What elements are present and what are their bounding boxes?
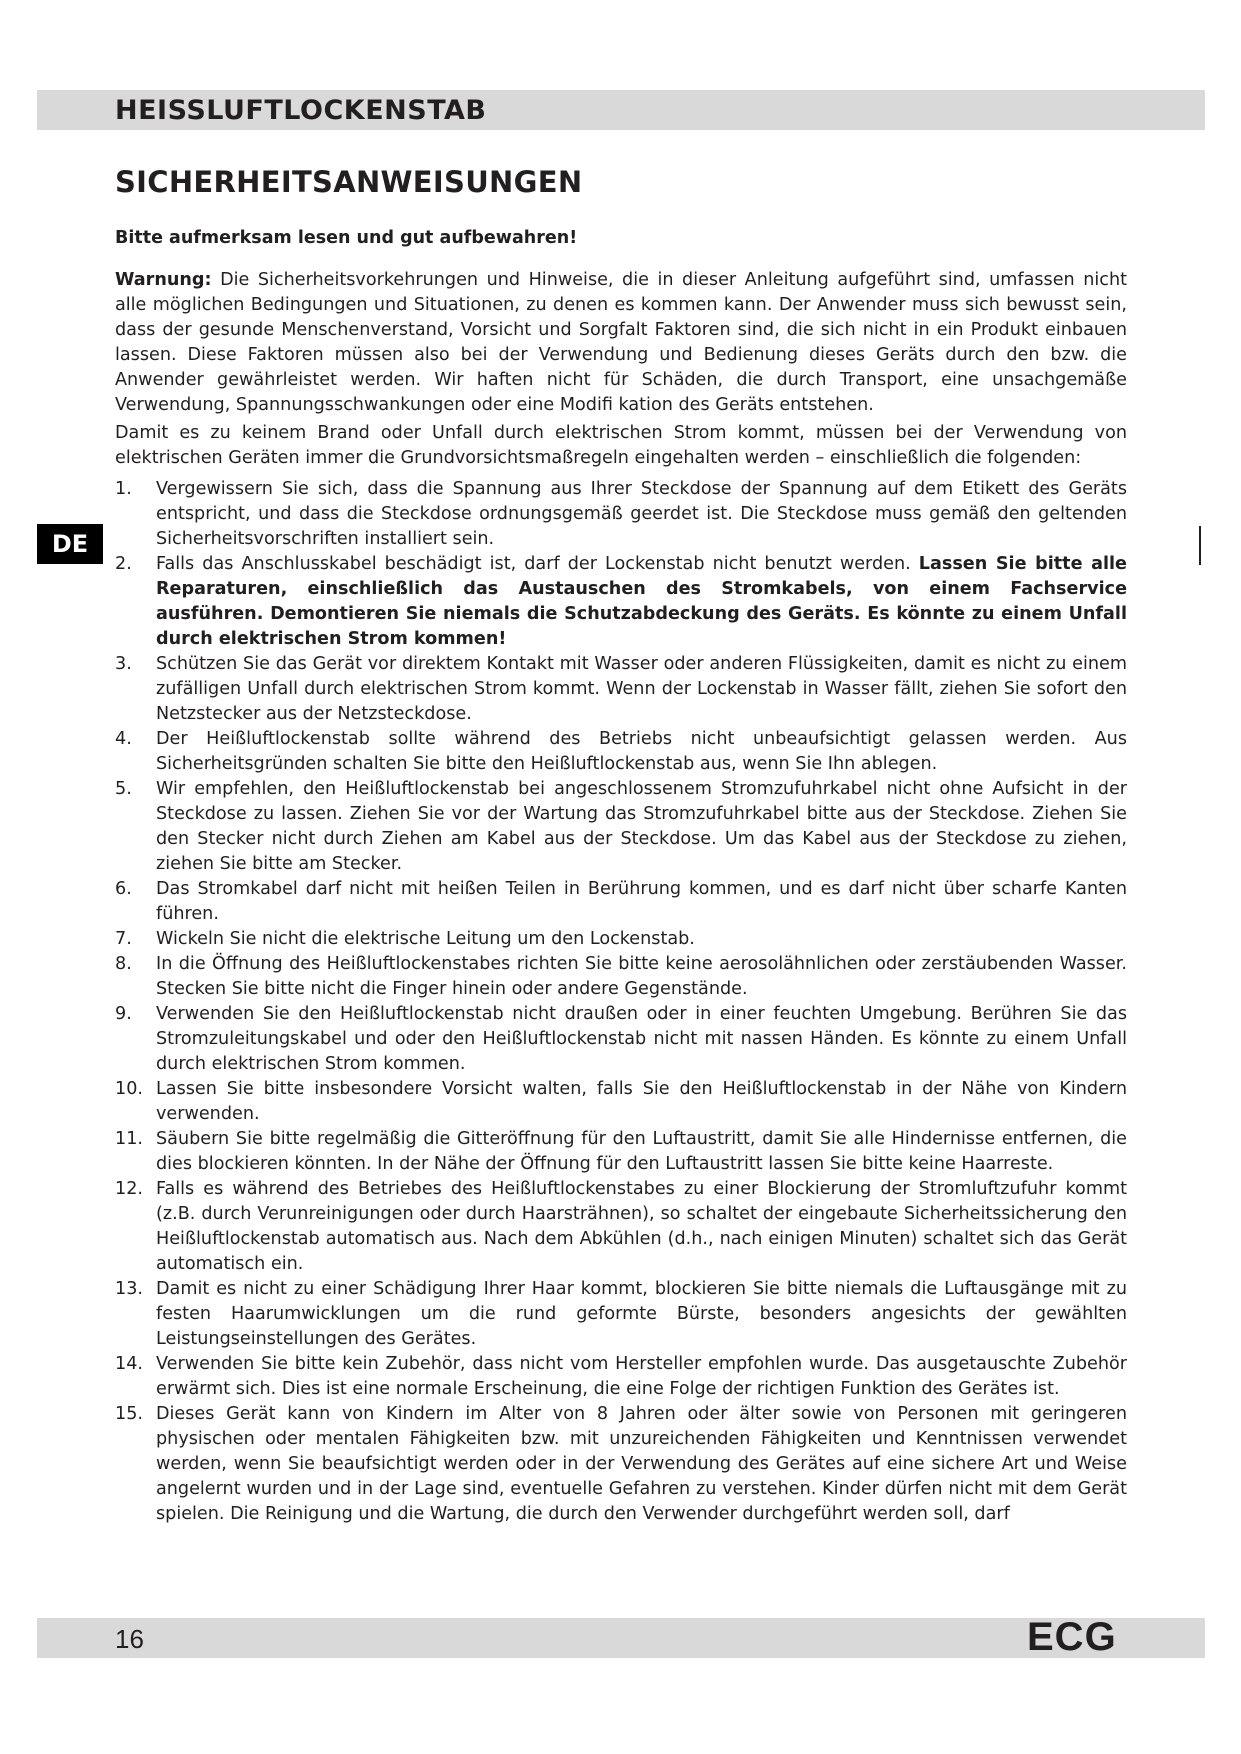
item-text: Wickeln Sie nicht die elektrische Leitung um den Lockenstab. bbox=[156, 929, 695, 949]
margin-marker bbox=[1199, 526, 1201, 565]
item-text: Verwenden Sie bitte kein Zubehör, dass nicht vom Hersteller empfohlen wurde. Das ausgetauschte Zubehör erwärmt sich. Dies ist eine normale Erscheinung, die eine Folge der richtigen Funktion des Gerätes ist. bbox=[156, 1354, 1127, 1399]
item-text: Vergewissern Sie sich, dass die Spannung aus Ihrer Steckdose der Spannung auf dem Etikett des Geräts entspricht, und dass die Steckdose ordnungsgemäß geerdet ist. Die Steckdose muss gemäß den geltenden Sicherheitsvorschriften installiert sein. bbox=[156, 479, 1127, 549]
list-item bbox=[115, 1352, 1127, 1402]
item-number: 8. bbox=[115, 954, 132, 974]
item-text: Lassen Sie bitte insbesondere Vorsicht walten, falls Sie den Heißluftlockenstab in der Nähe von Kindern verwenden. bbox=[156, 1079, 1127, 1124]
item-number: 3. bbox=[115, 654, 132, 674]
list-item bbox=[115, 927, 1127, 952]
brand-logo: ECG bbox=[1027, 1615, 1117, 1659]
list-item bbox=[115, 1402, 1127, 1527]
intro-note: Bitte aufmerksam lesen und gut aufbewahren! bbox=[115, 228, 578, 248]
list-item bbox=[115, 877, 1127, 927]
safety-instructions bbox=[115, 268, 1127, 1527]
item-text: In die Öffnung des Heißluftlockenstabes richten Sie bitte keine aerosolähnlichen oder zerstäubenden Wasser. Stecken Sie bitte nicht die Finger hinein oder andere Gegenstände. bbox=[156, 954, 1127, 999]
list-item bbox=[115, 552, 1127, 652]
list-item bbox=[115, 952, 1127, 1002]
item-number: 10. bbox=[115, 1079, 143, 1099]
item-text: Säubern Sie bitte regelmäßig die Gitteröffnung für den Luftaustritt, damit Sie alle Hindernisse entfernen, die dies blockieren könnten. In der Nähe der Öffnung für den Luftaustritt lassen Sie bitte keine Haarreste. bbox=[156, 1129, 1127, 1174]
item-number: 9. bbox=[115, 1004, 132, 1024]
item-number: 13. bbox=[115, 1279, 143, 1299]
item-text: Dieses Gerät kann von Kindern im Alter von 8 Jahren oder älter sowie von Personen mit geringeren physischen oder mentalen Fähigkeiten bzw. mit unzureichenden Fähigkeiten und Kenntnissen verwendet werden, wenn Sie beaufsichtigt werden oder in der Verwendung des Gerätes auf eine sichere Art und Weise angelernt wurden und in der Lage sind, eventuelle Gefahren zu verstehen. Kinder dürfen nicht mit dem Gerät spielen. Die Reinigung und die Wartung, die durch den Verwender durchgeführt werden soll, darf bbox=[156, 1404, 1127, 1524]
lead-paragraph: Damit es zu keinem Brand oder Unfall durch elektrischen Strom kommt, müssen bei der Verwendung von elektrischen Geräten immer die Grundvorsichtsmaßregeln eingehalten werden – einschließlich die folgenden: bbox=[115, 423, 1127, 468]
item-text: Der Heißluftlockenstab sollte während des Betriebs nicht unbeaufsichtigt gelassen werden. Aus Sicherheitsgründen schalten Sie bitte den Heißluftlockenstab aus, wenn Sie Ihn ablegen. bbox=[156, 729, 1127, 774]
document-title: HEISSLUFTLOCKENSTAB bbox=[115, 95, 487, 126]
item-number: 2. bbox=[115, 554, 132, 574]
list-item bbox=[115, 1277, 1127, 1352]
item-number: 4. bbox=[115, 729, 132, 749]
list-item bbox=[115, 1177, 1127, 1277]
instruction-list bbox=[115, 477, 1127, 1527]
item-number: 7. bbox=[115, 929, 132, 949]
list-item bbox=[115, 1127, 1127, 1177]
item-text: Verwenden Sie den Heißluftlockenstab nicht draußen oder in einer feuchten Umgebung. Berühren Sie das Stromzuleitungskabel und oder den Heißluftlockenstab nicht mit nassen Händen. Es könnte zu einem Unfall durch elektrischen Strom kommen. bbox=[156, 1004, 1127, 1074]
item-text: Wir empfehlen, den Heißluftlockenstab bei angeschlossenem Stromzufuhrkabel nicht ohne Aufsicht in der Steckdose zu lassen. Ziehen Sie vor der Wartung das Stromzufuhrkabel bitte aus der Steckdose. Ziehen Sie den Stecker nicht durch Ziehen am Kabel aus der Steckdose. Um das Kabel aus der Steckdose zu ziehen, ziehen Sie bitte am Stecker. bbox=[156, 779, 1127, 874]
item-number: 15. bbox=[115, 1404, 143, 1424]
section-title: SICHERHEITSANWEISUNGEN bbox=[115, 165, 583, 199]
page-number: 16 bbox=[115, 1624, 144, 1654]
warning-label: Warnung: bbox=[115, 270, 212, 290]
item-number: 12. bbox=[115, 1179, 143, 1199]
item-text: Schützen Sie das Gerät vor direktem Kontakt mit Wasser oder anderen Flüssigkeiten, damit es nicht zu einem zufälligen Unfall durch elektrischen Strom kommt. Wenn der Lockenstab in Wasser fällt, ziehen Sie sofort den Netzstecker aus der Netzsteckdose. bbox=[156, 654, 1127, 724]
list-item bbox=[115, 652, 1127, 727]
list-item bbox=[115, 1002, 1127, 1077]
item-number: 1. bbox=[115, 479, 132, 499]
item-number: 5. bbox=[115, 779, 132, 799]
item-number: 14. bbox=[115, 1354, 143, 1374]
item-number: 6. bbox=[115, 879, 132, 899]
warning-paragraph bbox=[115, 268, 1127, 418]
item-text: Das Stromkabel darf nicht mit heißen Teilen in Berührung kommen, und es darf nicht über scharfe Kanten führen. bbox=[156, 879, 1127, 924]
item-number: 11. bbox=[115, 1129, 143, 1149]
item-text: Damit es nicht zu einer Schädigung Ihrer Haar kommt, blockieren Sie bitte niemals die Luftausgänge mit zu festen Haarumwicklungen um die rund geformte Bürste, besonders angesichts der gewählten Leistungseinstellungen des Gerätes. bbox=[156, 1279, 1127, 1349]
list-item bbox=[115, 477, 1127, 552]
list-item bbox=[115, 1077, 1127, 1127]
list-item bbox=[115, 777, 1127, 877]
item-bold-text: Lassen Sie bitte alle Reparaturen, einschließlich das Austauschen des Stromkabels, von einem Fachservice ausführen. Demontieren Sie niemals die Schutzabdeckung des Geräts. Es könnte zu einem Unfall durch elektrischen Strom kommen! bbox=[156, 554, 1127, 649]
language-tab: DE bbox=[37, 524, 103, 564]
item-text: Falls es während des Betriebes des Heißluftlockenstabes zu einer Blockierung der Stromluftzufuhr kommt (z.B. durch Verunreinigungen oder durch Haarsträhnen), so schaltet der eingebaute Sicherheitssicherung den Heißluftlockenstab automatisch aus. Nach dem Abkühlen (d.h., nach einigen Minuten) schaltet sich das Gerät automatisch ein. bbox=[156, 1179, 1127, 1274]
list-item bbox=[115, 727, 1127, 777]
warning-text: Die Sicherheitsvorkehrungen und Hinweise, die in dieser Anleitung aufgeführt sind, umfassen nicht alle möglichen Bedingungen und Situationen, zu denen es kommen kann. Der Anwender muss sich bewusst sein, dass der gesunde Menschenverstand, Vorsicht und Sorgfalt Faktoren sind, die sich nicht in ein Produkt einbauen lassen. Diese Faktoren müssen also bei der Verwendung und Bedienung dieses Geräts durch den bzw. die Anwender gewährleistet werden. Wir haften nicht für Schäden, die durch Transport, eine unsachgemäße Verwendung, Spannungsschwankungen oder eine Modifi kation des Geräts entstehen. bbox=[115, 270, 1127, 415]
item-text: Falls das Anschlusskabel beschädigt ist, darf der Lockenstab nicht benutzt werden. bbox=[156, 554, 919, 574]
